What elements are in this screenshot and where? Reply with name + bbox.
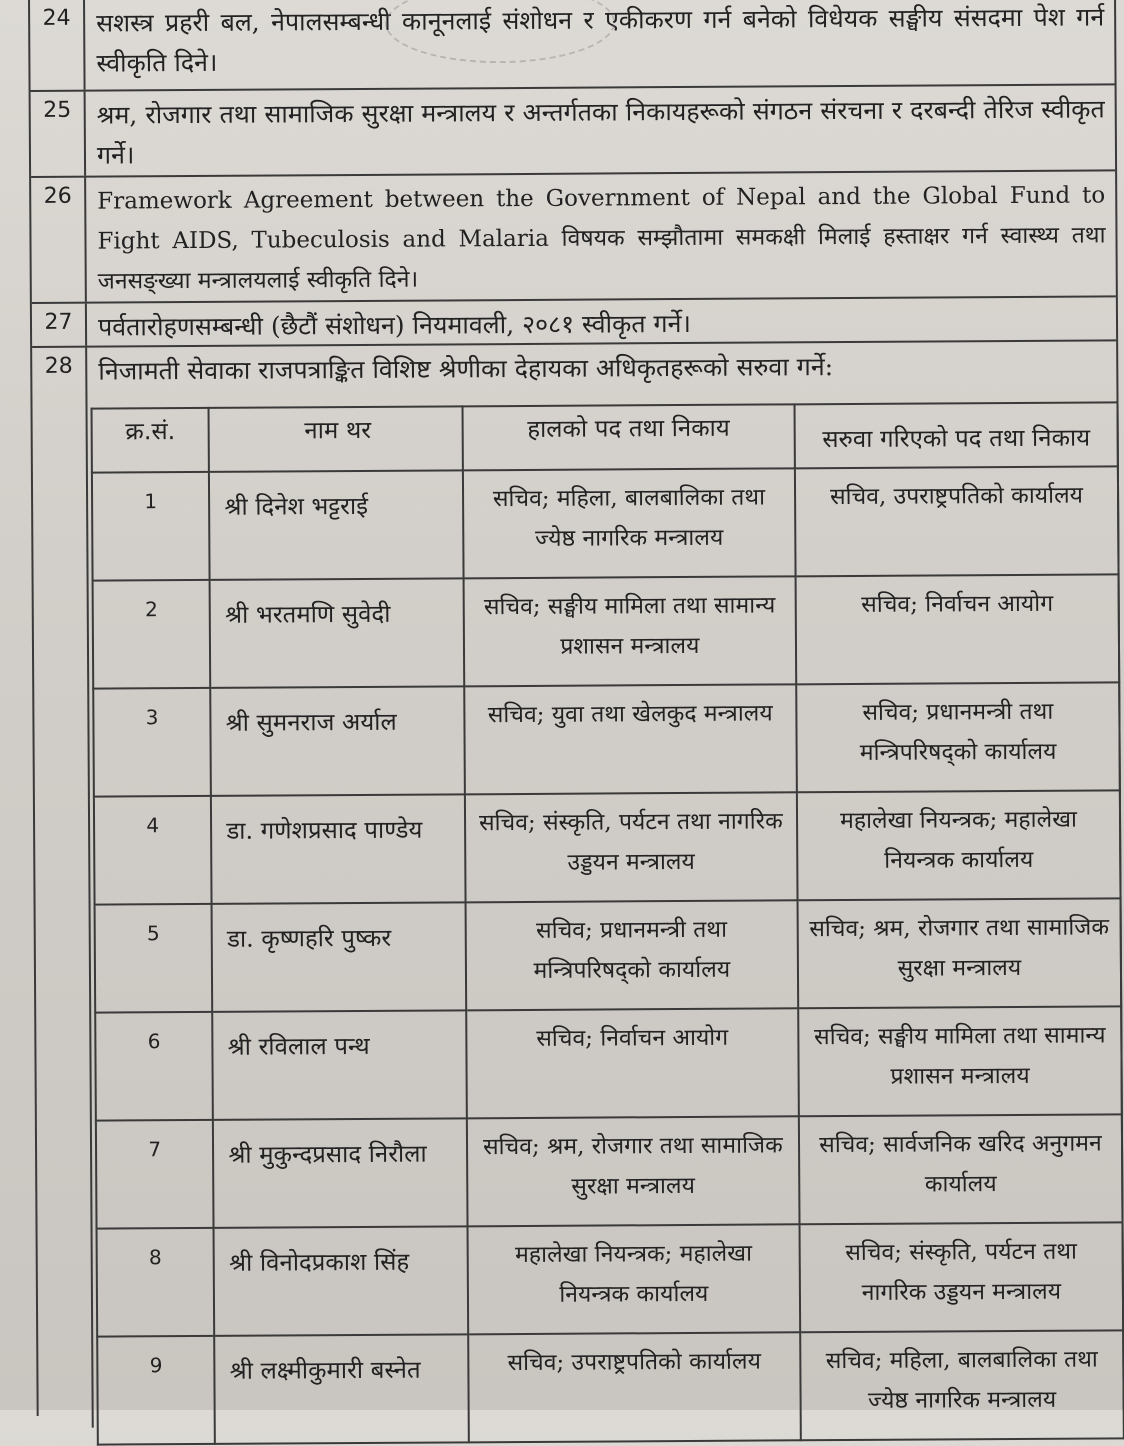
item-text: सशस्त्र प्रहरी बल, नेपालसम्बन्धी कानूनलाई संशोधन र एकीकरण गर्न बनेको विधेयक सङ्घीय संसदमा पेश गर्न स्वीकृति दिने। bbox=[96, 2, 1105, 78]
row-sn: 2 bbox=[93, 580, 211, 689]
row-sn: 7 bbox=[96, 1120, 214, 1229]
row-current-post: सचिव; निर्वाचन आयोग bbox=[466, 1008, 799, 1118]
transfer-table bbox=[91, 401, 1124, 1445]
row-sn: 4 bbox=[94, 796, 212, 905]
item-row-26 bbox=[31, 171, 1116, 304]
row-new-post: महालेखा नियन्त्रक; महालेखा नियन्त्रक कार्यालय bbox=[797, 790, 1121, 900]
row-current-post: सचिव; संस्कृति, पर्यटन तथा नागरिक उड्डयन मन्त्रालय bbox=[465, 792, 798, 902]
row-name: डा. गणेशप्रसाद पाण्डेय bbox=[211, 794, 465, 904]
row-name: श्री दिनेश भट्टराई bbox=[209, 470, 463, 580]
table-row bbox=[92, 466, 1119, 580]
row-sn: 8 bbox=[97, 1228, 215, 1337]
row-sn: 3 bbox=[93, 688, 211, 797]
row-new-post: सचिव; सार्वजनिक खरिद अनुगमन कार्यालय bbox=[799, 1114, 1123, 1224]
row-current-post: सचिव; श्रम, रोजगार तथा सामाजिक सुरक्षा मन्त्रालय bbox=[467, 1116, 800, 1226]
row-new-post: सचिव; महिला, बालबालिका तथा ज्येष्ठ नागरिक मन्त्रालय bbox=[800, 1330, 1124, 1440]
header-name: नाम थर bbox=[209, 406, 463, 472]
item-number: 27 bbox=[32, 304, 87, 346]
row-name: श्री भरतमणि सुवेदी bbox=[210, 578, 464, 688]
table-row bbox=[97, 1222, 1124, 1336]
row-name: श्री सुमनराज अर्याल bbox=[211, 686, 465, 796]
row-sn: 6 bbox=[95, 1012, 213, 1121]
row-sn: 5 bbox=[95, 904, 213, 1013]
table-row bbox=[95, 898, 1122, 1012]
row-name: डा. कृष्णहरि पुष्कर bbox=[212, 902, 466, 1012]
item-row-27 bbox=[32, 297, 1116, 348]
item-text: पर्वतारोहणसम्बन्धी (छैटौं संशोधन) नियमावली, २०८१ स्वीकृत गर्ने। bbox=[97, 308, 691, 342]
row-new-post: सचिव; प्रधानमन्त्री तथा मन्त्रिपरिषद्को कार्यालय bbox=[796, 682, 1120, 792]
row-current-post: सचिव; प्रधानमन्त्री तथा मन्त्रिपरिषद्को कार्यालय bbox=[465, 900, 798, 1010]
row-name: श्री विनोदप्रकाश सिंह bbox=[214, 1226, 468, 1336]
item-number: 24 bbox=[30, 0, 86, 90]
row-current-post: सचिव; उपराष्ट्रपतिको कार्यालय bbox=[468, 1332, 801, 1442]
row-sn: 1 bbox=[92, 472, 210, 581]
item-text: निजामती सेवाका राजपत्राङ्कित विशिष्ट श्रेणीका देहायका अधिकृतहरूको सरुवा गर्ने: bbox=[98, 352, 834, 386]
item-row-25 bbox=[31, 85, 1116, 178]
table-row bbox=[97, 1330, 1124, 1444]
row-current-post: सचिव; महिला, बालबालिका तथा ज्येष्ठ नागरिक मन्त्रालय bbox=[463, 468, 796, 578]
item-number: 26 bbox=[31, 178, 87, 302]
table-row bbox=[94, 790, 1121, 904]
row-new-post: सचिव; सङ्घीय मामिला तथा सामान्य प्रशासन मन्त्रालय bbox=[798, 1006, 1122, 1116]
row-name: श्री रविलाल पन्थ bbox=[213, 1010, 467, 1120]
item-text: श्रम, रोजगार तथा सामाजिक सुरक्षा मन्त्रालय र अन्तर्गतका निकायहरूको संगठन संरचना र दरबन्दी तेरिज स्वीकृत गर्ने। bbox=[96, 94, 1105, 170]
row-current-post: महालेखा नियन्त्रक; महालेखा नियन्त्रक कार्यालय bbox=[467, 1224, 800, 1334]
table-row bbox=[96, 1114, 1123, 1228]
table-header-row bbox=[92, 402, 1118, 472]
table-row bbox=[93, 574, 1120, 688]
row-new-post: सचिव; संस्कृति, पर्यटन तथा नागरिक उड्डयन मन्त्रालय bbox=[799, 1222, 1123, 1332]
item-number: 25 bbox=[31, 92, 87, 176]
row-new-post: सचिव; श्रम, रोजगार तथा सामाजिक सुरक्षा मन्त्रालय bbox=[797, 898, 1121, 1008]
header-current-post: हालको पद तथा निकाय bbox=[462, 404, 794, 470]
row-current-post: सचिव; सङ्घीय मामिला तथा सामान्य प्रशासन मन्त्रालय bbox=[463, 576, 796, 686]
header-sn: क्र.सं. bbox=[92, 408, 210, 473]
header-new-post: सरुवा गरिएको पद तथा निकाय bbox=[794, 402, 1117, 468]
item-text: Framework Agreement between the Government of Nepal and the Global Fund to Fight AIDS, Tubeculosis and Malaria विषयक सम्झौतामा समकक्षी मिलाई हस्ताक्षर गर्न स्वास्थ्य तथा जनसङ्ख्या मन्त्रालयलाई स्वीकृति दिने। bbox=[97, 182, 1106, 295]
row-name: श्री मुकुन्दप्रसाद निरौला bbox=[213, 1118, 467, 1228]
row-sn: 9 bbox=[97, 1336, 215, 1445]
row-new-post: सचिव, उपराष्ट्रपतिको कार्यालय bbox=[795, 466, 1119, 576]
table-row bbox=[93, 682, 1120, 796]
row-current-post: सचिव; युवा तथा खेलकुद मन्त्रालय bbox=[464, 684, 797, 794]
row-new-post: सचिव; निर्वाचन आयोग bbox=[795, 574, 1119, 684]
row-name: श्री लक्ष्मीकुमारी बस्नेत bbox=[215, 1334, 469, 1444]
document-sheet bbox=[28, 0, 1124, 1416]
table-row bbox=[95, 1006, 1122, 1120]
item-number: 28 bbox=[32, 348, 94, 1428]
